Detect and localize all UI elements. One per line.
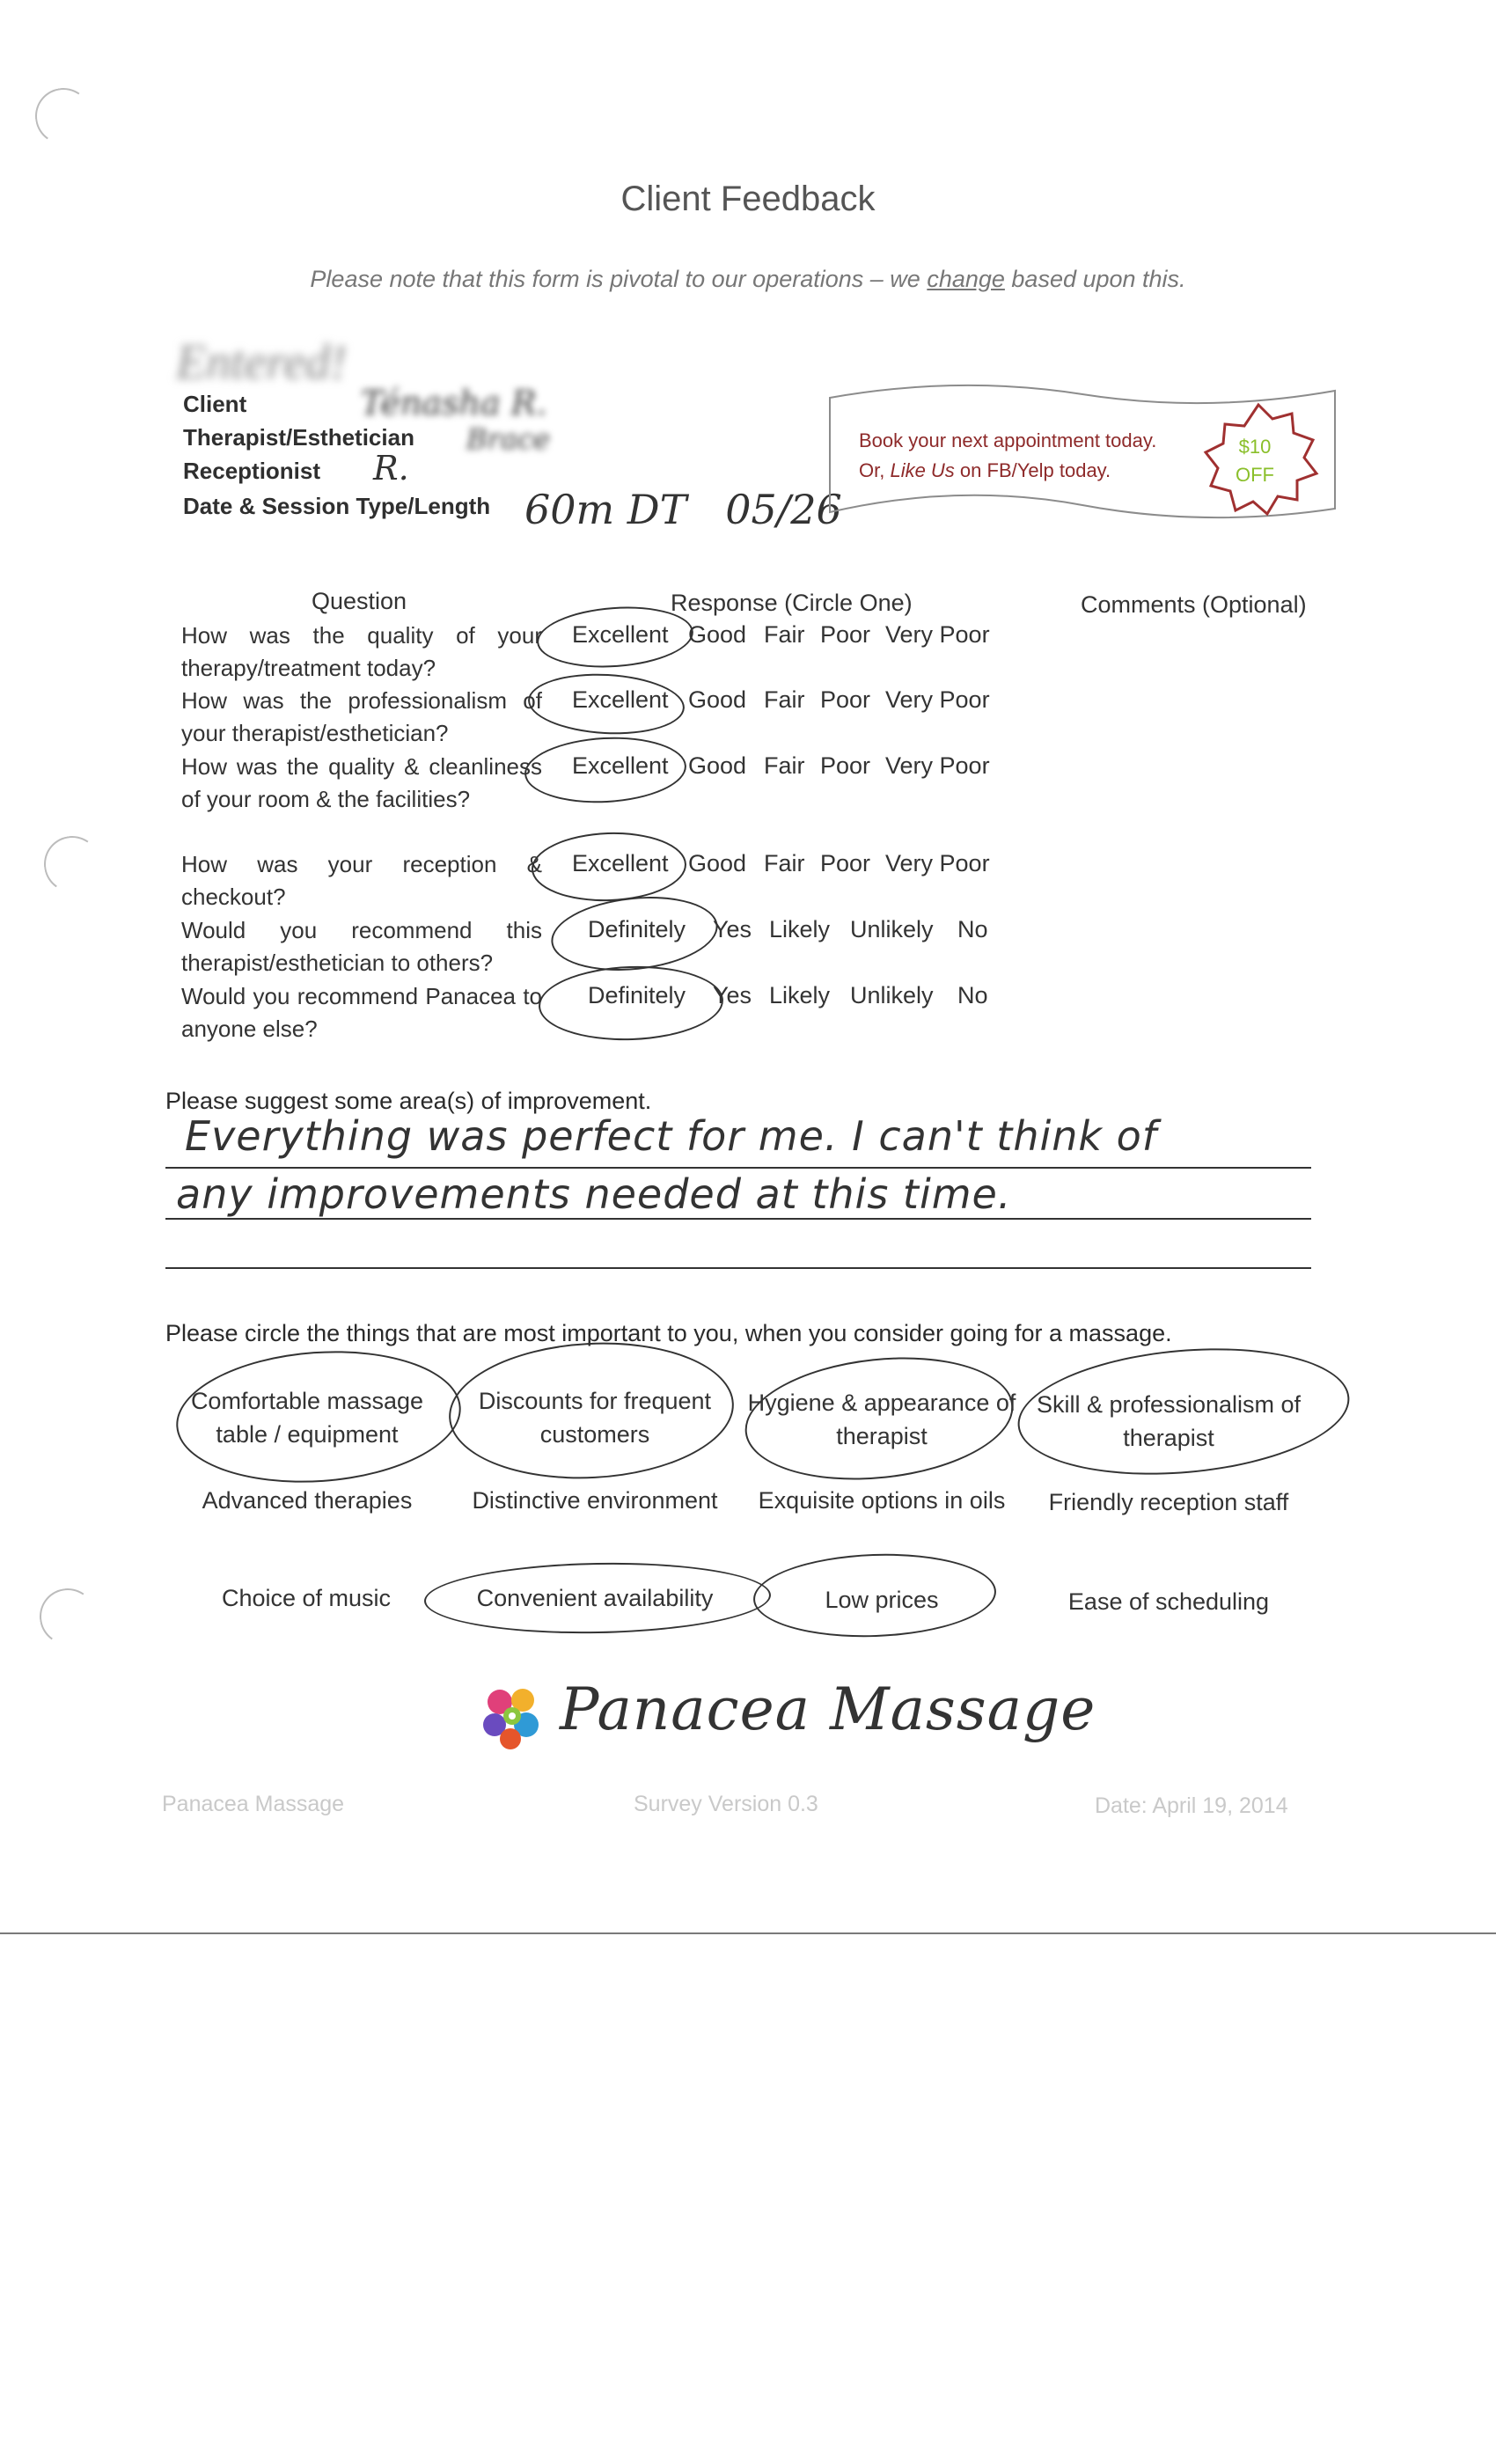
question-2: How was the professionalism of your therapist/esthetician?: [181, 687, 542, 746]
importance-circle-5: [423, 1560, 771, 1637]
importance-circle-2: [445, 1336, 737, 1486]
discount-badge-text: [1193, 433, 1316, 489]
question-1: How was the quality of your therapy/treatment today?: [181, 622, 542, 681]
option-convenient-availability[interactable]: Convenient availability: [476, 1585, 714, 1611]
option-hygiene[interactable]: Hygiene & appearance of therapist: [747, 1390, 1016, 1449]
footer-left: Panacea Massage: [162, 1792, 345, 1816]
option-very-poor[interactable]: Very Poor: [885, 621, 990, 648]
option-low-prices[interactable]: Low prices: [825, 1587, 939, 1613]
option-unlikely[interactable]: Unlikely: [850, 916, 934, 942]
option-friendly-reception[interactable]: Friendly reception staff: [1048, 1489, 1289, 1515]
field-value-date-session[interactable]: 60m DT 05/26: [524, 486, 842, 533]
question-6: Would you recommend Panacea to anyone else?: [181, 983, 542, 1042]
option-discounts[interactable]: Discounts for frequent customers: [478, 1388, 712, 1448]
form-subtitle: [0, 266, 1496, 293]
ruled-line-2: [165, 1218, 1311, 1220]
selection-circle-5: [547, 889, 722, 978]
subtitle-post: based upon this.: [1004, 266, 1186, 292]
option-likely[interactable]: Likely: [769, 916, 831, 942]
column-header-question: Question: [312, 588, 407, 614]
brand-logo-text: Panacea Massage: [560, 1676, 1096, 1743]
subtitle-pre: Please note that this form is pivotal to our operations – we: [310, 266, 928, 292]
selection-circle-4: [531, 830, 688, 904]
importance-prompt: Please circle the things that are most important to you, when you consider going for a massage.: [165, 1320, 1172, 1346]
option-unlikely[interactable]: Unlikely: [850, 982, 934, 1008]
option-good[interactable]: Good: [688, 850, 747, 876]
option-good[interactable]: Good: [688, 752, 747, 779]
column-header-response: Response (Circle One): [671, 590, 913, 616]
binder-hole-top: [31, 84, 96, 149]
flower-logo-icon: [475, 1681, 549, 1755]
subtitle-underlined: change: [927, 266, 1005, 292]
option-good[interactable]: Good: [688, 621, 747, 648]
option-skill[interactable]: Skill & professionalism of therapist: [1036, 1391, 1302, 1451]
option-poor[interactable]: Poor: [820, 621, 871, 648]
footer-right: Date: April 19, 2014: [1095, 1793, 1288, 1818]
question-5: Would you recommend this therapist/esthetician to others?: [181, 917, 542, 976]
discount-amount: $10: [1238, 436, 1272, 458]
option-very-poor[interactable]: Very Poor: [885, 850, 990, 876]
blurred-header: Entered!: [176, 335, 347, 390]
improvement-prompt: Please suggest some area(s) of improvement.: [165, 1088, 652, 1114]
option-yes[interactable]: Yes: [713, 916, 752, 942]
option-no[interactable]: No: [957, 916, 988, 942]
binder-hole-bottom: [35, 1584, 100, 1649]
option-poor[interactable]: Poor: [820, 752, 871, 779]
option-poor[interactable]: Poor: [820, 850, 871, 876]
option-ease-of-scheduling[interactable]: Ease of scheduling: [1067, 1588, 1270, 1615]
importance-circle-3: [739, 1345, 1020, 1492]
option-choice-of-music[interactable]: Choice of music: [221, 1585, 392, 1611]
option-likely[interactable]: Likely: [769, 982, 831, 1008]
option-excellent[interactable]: Excellent: [572, 752, 669, 779]
footer-center: Survey Version 0.3: [634, 1792, 818, 1816]
importance-circle-4: [1013, 1336, 1355, 1487]
option-no[interactable]: No: [957, 982, 988, 1008]
option-very-poor[interactable]: Very Poor: [885, 686, 990, 713]
selection-circle-6: [538, 963, 725, 1043]
option-poor[interactable]: Poor: [820, 686, 871, 713]
field-label-therapist: Therapist/Esthetician: [183, 424, 414, 451]
ruled-line-3: [165, 1267, 1311, 1269]
importance-circle-1: [172, 1342, 466, 1492]
option-excellent[interactable]: Excellent: [572, 850, 669, 876]
ruled-line-1: [165, 1167, 1311, 1169]
improvement-text-line-1[interactable]: Everything was perfect for me. I can't think of: [185, 1112, 1157, 1160]
question-3: How was the quality & cleanliness of your room & the facilities?: [181, 753, 542, 812]
field-label-receptionist: Receptionist: [183, 458, 321, 484]
importance-circle-6: [752, 1550, 997, 1641]
option-definitely[interactable]: Definitely: [588, 982, 686, 1008]
option-fair[interactable]: Fair: [764, 686, 805, 713]
option-distinctive-environment[interactable]: Distinctive environment: [472, 1487, 718, 1514]
option-comfortable-table[interactable]: Comfortable massage table / equipment: [190, 1388, 424, 1448]
promo-line-1: Book your next appointment today.: [859, 429, 1157, 451]
selection-circle-1: [535, 602, 695, 672]
field-label-date-session: Date & Session Type/Length: [183, 493, 491, 519]
field-value-client[interactable]: Ténasha R.: [361, 384, 547, 422]
option-excellent[interactable]: Excellent: [572, 621, 669, 648]
selection-circle-3: [523, 733, 688, 807]
form-title: Client Feedback: [620, 180, 876, 218]
option-advanced-therapies[interactable]: Advanced therapies: [202, 1487, 413, 1514]
option-excellent[interactable]: Excellent: [572, 686, 669, 713]
page-edge-line: [0, 1932, 1496, 1934]
option-definitely[interactable]: Definitely: [588, 916, 686, 942]
binder-hole-middle: [40, 832, 105, 897]
column-header-comments: Comments (Optional): [1081, 591, 1307, 618]
option-fair[interactable]: Fair: [764, 752, 805, 779]
promo-text: [859, 426, 1156, 486]
discount-label: OFF: [1236, 464, 1274, 486]
option-very-poor[interactable]: Very Poor: [885, 752, 990, 779]
option-exquisite-oils[interactable]: Exquisite options in oils: [758, 1487, 1006, 1514]
promo-line-2: Or, Like Us on FB/Yelp today.: [859, 459, 1111, 481]
question-4: How was your reception & checkout?: [181, 851, 542, 910]
option-fair[interactable]: Fair: [764, 621, 805, 648]
improvement-text-line-2[interactable]: any improvements needed at this time.: [176, 1170, 1012, 1218]
selection-circle-2: [526, 670, 686, 737]
field-label-client: Client: [183, 391, 247, 417]
field-value-receptionist[interactable]: R.: [373, 449, 409, 488]
option-fair[interactable]: Fair: [764, 850, 805, 876]
option-good[interactable]: Good: [688, 686, 747, 713]
field-value-therapist[interactable]: Brace: [466, 422, 550, 456]
option-yes[interactable]: Yes: [713, 982, 752, 1008]
